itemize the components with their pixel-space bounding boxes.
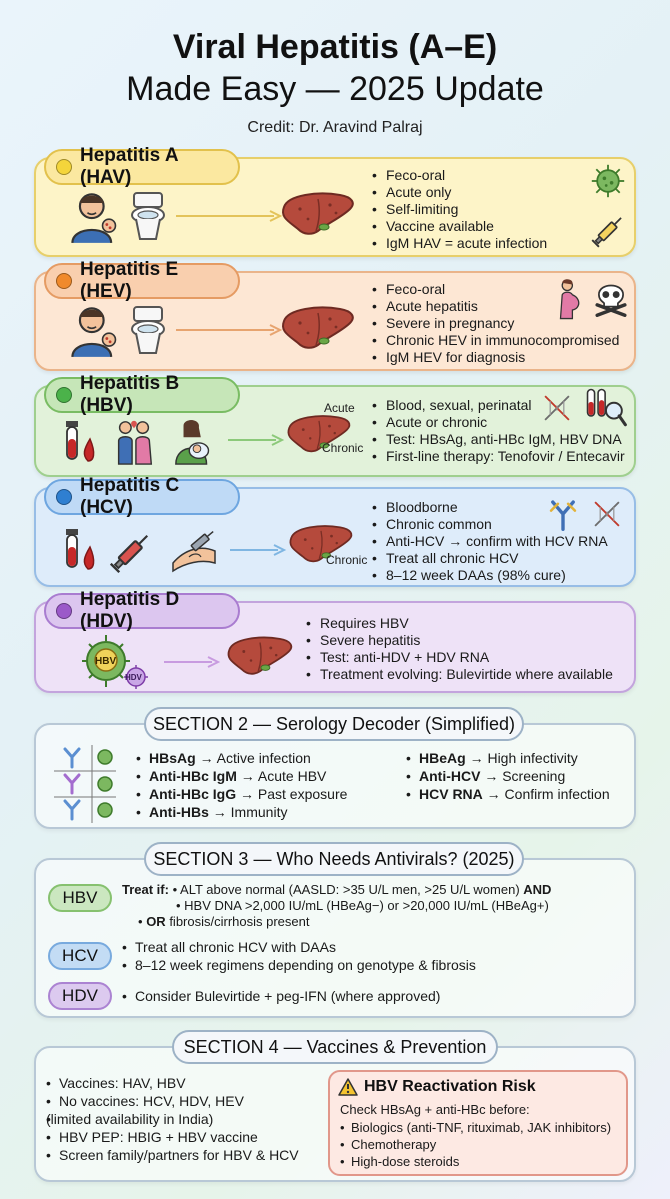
tag-hbv: HBV (48, 884, 112, 912)
bullet-glyph: • (138, 914, 143, 929)
antibody-icon (546, 497, 580, 531)
serology-marker: Anti-HBc IgM (149, 768, 237, 784)
bullet-item: • Severe hepatitis (306, 632, 613, 649)
bullet-item: • Self-limiting (372, 201, 547, 218)
prevention-list (46, 1074, 299, 1164)
sick-person-icon (68, 189, 122, 245)
purple-dot-icon (56, 603, 72, 619)
page-subtitle: Made Easy — 2025 Update (126, 70, 544, 108)
liver-icon (278, 303, 358, 353)
credit-line: Credit: Dr. Aravind Palraj (247, 119, 423, 136)
tag-hdv: HDV (48, 982, 112, 1010)
bullet-item: • 8–12 week DAAs (98% cure) (372, 567, 608, 584)
bullet-item: • Acute only (372, 184, 547, 201)
card-title-pill (44, 259, 240, 302)
liver-label-chronic: Chronic (326, 553, 368, 567)
card-title: Hepatitis A (HAV) (80, 145, 178, 188)
serology-item (136, 749, 347, 767)
bullet-item: • Chronic common (372, 516, 608, 533)
card-title: Hepatitis C (HCV) (80, 475, 180, 518)
card-title: Hepatitis B (HBV) (80, 373, 180, 416)
bullet-item: • IgM HAV = acute infection (372, 235, 547, 252)
risk-title-row (338, 1078, 536, 1096)
serology-meaning: → Screening (484, 768, 566, 784)
card-hepatitis-e (34, 259, 636, 371)
bullet-item: • Feco-oral (372, 281, 619, 298)
serology-item (406, 749, 610, 767)
bullet-list (372, 167, 547, 252)
bullet-item: • Acute hepatitis (372, 298, 619, 315)
serology-list-right (406, 749, 610, 803)
card-title-pill (44, 589, 240, 632)
toilet-icon (128, 305, 168, 357)
card-title-pill (44, 145, 240, 188)
liver-label-chronic: Chronic (322, 441, 364, 455)
section-title: SECTION 3 — Who Needs Antivirals? (2025) (144, 842, 524, 876)
bullet-item: • Biologics (anti-TNF, rituximab, JAK inhibitors) (340, 1119, 611, 1136)
bullet-item: • Screen family/partners for HBV & HCV (46, 1146, 299, 1164)
arrow-icon (174, 323, 284, 337)
card-hepatitis-c (34, 475, 636, 587)
tag-hcv: HCV (48, 942, 112, 970)
serology-meaning: → Active infection (199, 750, 311, 766)
bullet-item: • Bloodborne (372, 499, 608, 516)
serology-item (136, 785, 347, 803)
couple-icon (110, 417, 158, 467)
section-who-needs-antivirals (34, 848, 636, 1018)
warning-icon (338, 1078, 358, 1096)
blood-tube-icon (60, 527, 100, 577)
serology-meaning: → Acute HBV (240, 768, 327, 784)
bullet-item: • No vaccines: HCV, HDV, HEV (46, 1092, 299, 1110)
hbv-dna-criterion: • HBV DNA >2,000 IU/mL (HBeAg−) or >20,000 IU/mL (HBeAg+) (176, 898, 549, 913)
serology-meaning: → Immunity (212, 804, 288, 820)
hbv-criteria-line3 (138, 914, 309, 930)
section-vaccines-prevention (34, 1036, 636, 1182)
risk-title: HBV Reactivation Risk (364, 1078, 536, 1095)
skull-crossbones-icon (592, 279, 630, 317)
card-hepatitis-d (34, 589, 636, 693)
treat-if-label: Treat if: (122, 882, 169, 897)
virus-icon (590, 163, 626, 199)
card-title: Hepatitis D (HDV) (80, 589, 180, 632)
serology-meaning: → Confirm infection (486, 786, 610, 802)
hbv-fibrosis-criterion: fibrosis/cirrhosis present (169, 914, 310, 929)
risk-list (340, 1119, 611, 1170)
toilet-icon (128, 191, 168, 243)
section-title: SECTION 4 — Vaccines & Prevention (172, 1030, 498, 1064)
arrow-icon (174, 209, 284, 223)
liver-icon (278, 189, 358, 239)
orange-dot-icon (56, 273, 72, 289)
bullet-item: • Treatment evolving: Bulevirtide where available (306, 666, 613, 683)
continuation-text: (limited availability in India) (46, 1111, 214, 1127)
serology-marker: Anti-HBc IgG (149, 786, 237, 802)
sick-person-icon (68, 303, 122, 359)
arrow-icon (162, 655, 222, 669)
antibody-virus-grid-icon (52, 743, 118, 825)
bullet-list (306, 615, 613, 683)
hbv-virus-label: HBV (95, 656, 117, 667)
serology-marker: HBeAg (419, 750, 466, 766)
serology-item (406, 785, 610, 803)
serology-marker: Anti-HBs (149, 804, 209, 820)
mother-baby-icon (172, 417, 220, 467)
bullet-item: • Vaccine available (372, 218, 547, 235)
bullet-item: • Blood, sexual, perinatal (372, 397, 625, 414)
arrow-icon (226, 433, 286, 447)
syringe-icon (108, 527, 156, 575)
bullet-item: • Chronic HEV in immunocompromised (372, 332, 619, 349)
tattoo-needle-icon (170, 529, 222, 573)
hdv-virus-label: HDV (125, 673, 142, 682)
bullet-item: • Anti-HCV → confirm with HCV RNA (372, 533, 608, 550)
serology-item (136, 767, 347, 785)
bullet-item: • Treat all chronic HCV with DAAs (122, 938, 476, 956)
blue-dot-icon (56, 489, 72, 505)
and-label: AND (523, 882, 552, 897)
blood-tube-icon (60, 419, 100, 469)
dna-icon (590, 497, 624, 531)
hbv-alt-criterion: • ALT above normal (AASLD: >35 U/L men, >25 U/L women) (172, 882, 520, 897)
serology-list-left (136, 749, 347, 821)
test-tubes-magnifier-icon (584, 387, 628, 429)
liver-icon (224, 633, 296, 679)
serology-meaning: → High infectivity (469, 750, 578, 766)
bullet-item: • Test: anti-HDV + HDV RNA (306, 649, 613, 666)
or-label: OR (146, 914, 166, 929)
hbv-reactivation-risk-box (328, 1070, 628, 1176)
bullet-item: • High-dose steroids (340, 1153, 611, 1170)
serology-meaning: → Past exposure (240, 786, 348, 802)
bullet-item: • Chemotherapy (340, 1136, 611, 1153)
bullet-item: • HBV PEP: HBIG + HBV vaccine (46, 1128, 299, 1146)
serology-item (406, 767, 610, 785)
bullet-item: • Feco-oral (372, 167, 547, 184)
card-title-pill (44, 475, 240, 518)
arrow-icon (228, 543, 288, 557)
bullet-item: • 8–12 week regimens depending on genotype & fibrosis (122, 956, 476, 974)
bullet-item: • Consider Bulevirtide + peg-IFN (where approved) (122, 987, 440, 1005)
bullet-item: • IgM HEV for diagnosis (372, 349, 619, 366)
bullet-item: • First-line therapy: Tenofovir / Entecavir (372, 448, 625, 465)
serology-marker: HBsAg (149, 750, 196, 766)
section-serology-decoder (34, 713, 636, 829)
bullet-item: • Treat all chronic HCV (372, 550, 608, 567)
pregnant-woman-icon (552, 277, 586, 321)
card-hepatitis-a (34, 145, 636, 257)
risk-subtitle: Check HBsAg + anti-HBc before: (340, 1102, 530, 1117)
yellow-dot-icon (56, 159, 72, 175)
bullet-item-continuation (46, 1110, 299, 1128)
bullet-item: • Test: HBsAg, anti-HBc IgM, HBV DNA (372, 431, 625, 448)
card-title: Hepatitis E (HEV) (80, 259, 179, 302)
card-hepatitis-b (34, 373, 636, 477)
page-title: Viral Hepatitis (A–E) (172, 28, 498, 66)
card-title-pill (44, 373, 240, 416)
serology-item (136, 803, 347, 821)
serology-marker: HCV RNA (419, 786, 483, 802)
liver-label-acute: Acute (324, 401, 355, 415)
bullet-item: • Vaccines: HAV, HBV (46, 1074, 299, 1092)
hbv-criteria-line1 (122, 882, 551, 898)
dna-icon (540, 391, 574, 425)
bullet-item: • Severe in pregnancy (372, 315, 619, 332)
bullet-item: • Requires HBV (306, 615, 613, 632)
syringe-icon (590, 211, 628, 249)
hcv-treatment-list (122, 938, 476, 974)
section-title: SECTION 2 — Serology Decoder (Simplified) (144, 707, 524, 741)
hdv-treatment-list (122, 987, 440, 1005)
serology-marker: Anti-HCV (419, 768, 481, 784)
bullet-item: • Acute or chronic (372, 414, 625, 431)
green-dot-icon (56, 387, 72, 403)
